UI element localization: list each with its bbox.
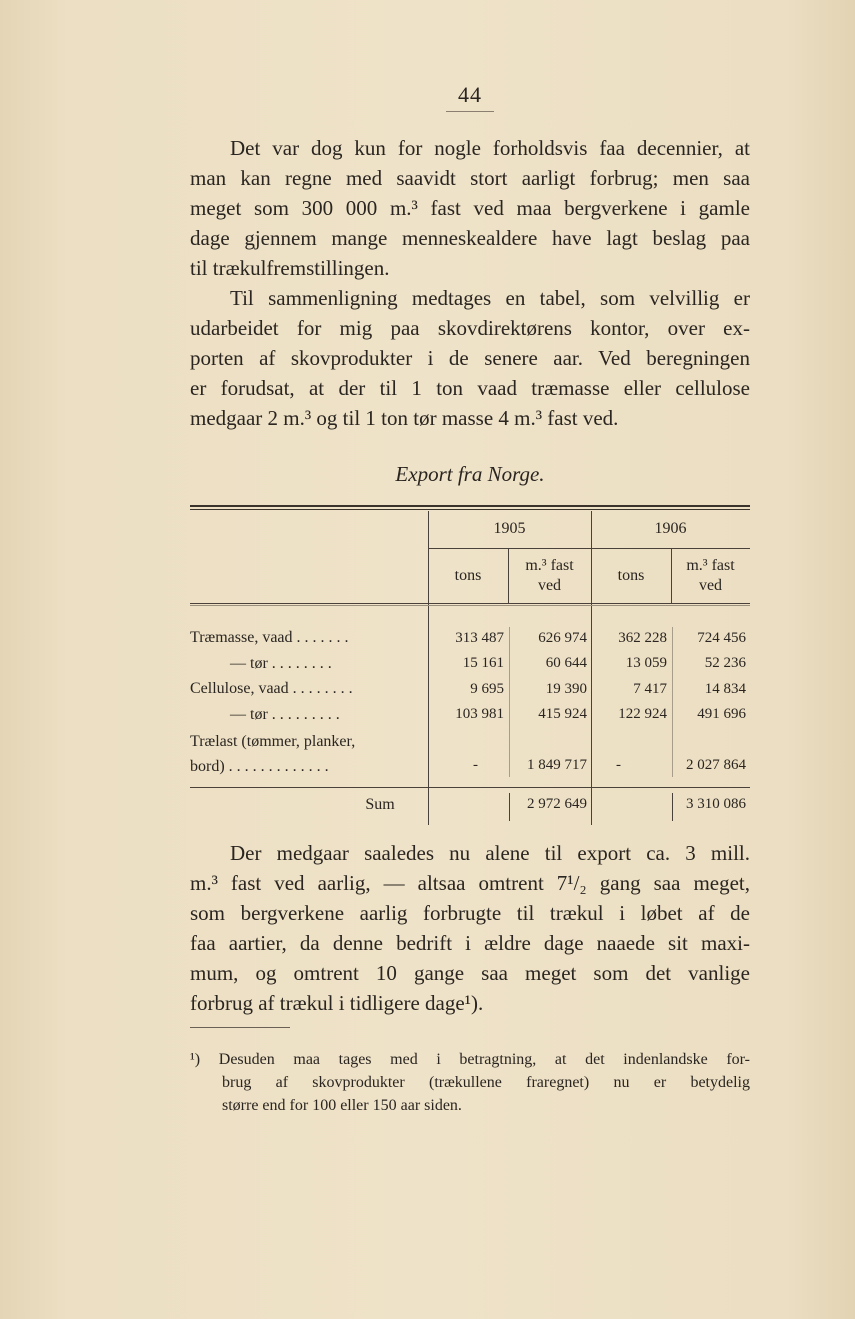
table-top-rule: [190, 505, 750, 507]
col-header-m3-line2: ved: [537, 577, 562, 594]
page-number-rule: [446, 111, 494, 112]
cell-1906-m3: 52 236: [704, 655, 746, 671]
cell-1905-m3: 626 974: [538, 630, 587, 646]
col-header-tons: tons: [454, 567, 482, 584]
cell-1906-tons: 362 228: [618, 630, 667, 646]
row-label: Træmasse, vaad . . . . . . .: [190, 629, 349, 646]
header-bottom-rule-thin: [190, 605, 750, 606]
row-label: — tør . . . . . . . . .: [230, 706, 340, 723]
cell-1905-tons: -: [473, 757, 478, 773]
cell-1906-m3: 2 027 864: [686, 757, 746, 773]
cell-1905-tons: 313 487: [455, 630, 504, 646]
col-header-m3-line1: m.³ fast: [525, 557, 574, 574]
row-label-continued: bord) . . . . . . . . . . . . .: [190, 758, 329, 775]
table-caption: Export fra Norge.: [395, 462, 545, 486]
table-top-rule-thin: [190, 509, 750, 510]
text-line: faa aartier, da denne bedrift i ældre dage naaede sit maxi-: [190, 931, 750, 955]
cell-1906-tons: 13 059: [625, 655, 667, 671]
header-rule: [428, 548, 750, 549]
text-line: meget som 300 000 m.³ fast ved maa bergverkene i gamle: [190, 196, 750, 220]
footnote-line: større end for 100 eller 150 aar siden.: [222, 1097, 462, 1114]
col-header-tons: tons: [617, 567, 645, 584]
text-line: er forudsat, at der til 1 ton vaad træmasse eller cellulose: [190, 376, 750, 400]
text-line: forbrug af trækul i tidligere dage¹).: [190, 991, 484, 1015]
text-line: porten af skovprodukter i de senere aar. Ved beregningen: [190, 346, 750, 370]
col-header-m3: [508, 556, 591, 596]
text-line: som bergverkene aarlig forbrugte til trækul i løbet af de: [190, 901, 750, 925]
cell-1905-m3: 19 390: [545, 681, 587, 697]
cell-1905-m3: 60 644: [545, 655, 587, 671]
cell-1906-tons: 7 417: [633, 681, 667, 697]
cell-1905-m3: 415 924: [538, 706, 587, 722]
cell-1905-tons: 103 981: [455, 706, 504, 722]
col-header-m3: [671, 556, 750, 596]
paragraph-2: [190, 283, 750, 433]
sum-1905: 2 972 649: [527, 796, 587, 812]
text-line: til trækulfremstillingen.: [190, 256, 390, 280]
paragraph-1: [190, 133, 750, 283]
header-bottom-rule: [190, 603, 750, 604]
page-number: 44: [458, 82, 482, 107]
cell-1905-tons: 15 161: [462, 655, 504, 671]
paragraph-3: [190, 838, 750, 1018]
cell-1905-tons: 9 695: [470, 681, 504, 697]
cell-1905-m3: 1 849 717: [527, 757, 587, 773]
row-label: — tør . . . . . . . .: [230, 655, 332, 672]
export-table: [190, 505, 750, 825]
footnote-line: ¹) Desuden maa tages med i betragtning, at det indenlandske for-: [190, 1051, 750, 1068]
text-line: m.³ fast ved aarlig, — altsaa omtrent 7¹/₂ gang saa meget,: [190, 871, 750, 895]
sum-1906: 3 310 086: [686, 796, 746, 812]
footnote-line: brug af skovprodukter (trækullene fraregnet) nu er betydelig: [222, 1074, 750, 1091]
text-line: medgaar 2 m.³ og til 1 ton tør masse 4 m.³ fast ved.: [190, 406, 619, 430]
col-header-m3-line1: m.³ fast: [686, 557, 735, 574]
year-header-1905: 1905: [493, 520, 526, 537]
text-line: Til sammenligning medtages en tabel, som velvillig er: [230, 286, 750, 310]
row-label: Trælast (tømmer, planker,: [190, 733, 356, 750]
cell-1906-m3: 14 834: [704, 681, 746, 697]
column-divider-faint: [509, 627, 510, 777]
cell-1906-tons: 122 924: [618, 706, 667, 722]
cell-1906-m3: 491 696: [697, 706, 746, 722]
year-header-1906: 1906: [654, 520, 687, 537]
column-divider-faint: [672, 627, 673, 777]
text-line: dage gjennem mange menneskealdere have lagt beslag paa: [190, 226, 750, 250]
footnote-rule: [190, 1027, 290, 1028]
text-line: Der medgaar saaledes nu alene til export ca. 3 mill.: [230, 841, 750, 865]
sum-label: Sum: [365, 796, 395, 813]
text-line: man kan regne med saavidt stort aarligt forbrug; men saa: [190, 166, 750, 190]
sum-rule: [190, 787, 750, 788]
text-line: mum, og omtrent 10 gange saa meget som det vanlige: [190, 961, 750, 985]
row-label: Cellulose, vaad . . . . . . . .: [190, 680, 353, 697]
footnote: [190, 1048, 750, 1117]
text-line: udarbeidet for mig paa skovdirektørens kontor, over ex-: [190, 316, 750, 340]
text-line: Det var dog kun for nogle forholdsvis faa decennier, at: [230, 136, 750, 160]
cell-1906-tons: -: [616, 757, 621, 773]
col-header-m3-line2: ved: [698, 577, 723, 594]
cell-1906-m3: 724 456: [697, 630, 746, 646]
